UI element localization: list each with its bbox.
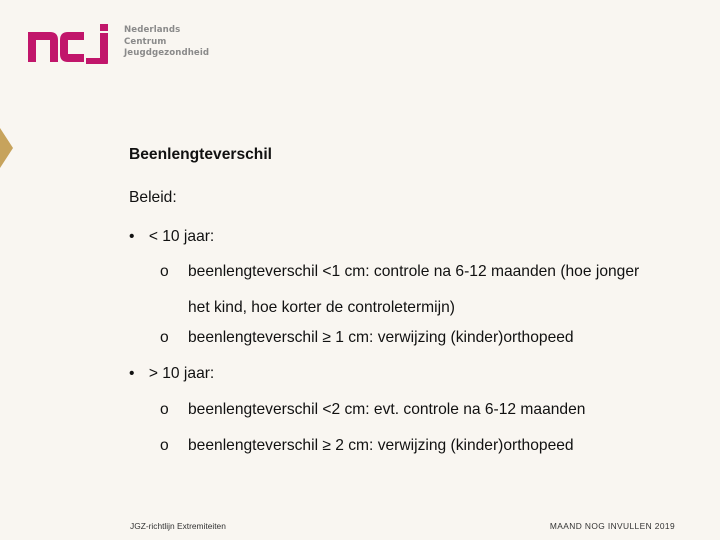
bullet-item-over-10 [129, 365, 214, 383]
footer-date: MAAND NOG INVULLEN 2019 [549, 521, 675, 531]
logo-line-2: Centrum [124, 36, 167, 47]
logo-line-1: Nederlands [124, 25, 181, 35]
bullet-label: > 10 jaar: [148, 365, 215, 382]
bullet-label: < 10 jaar: [148, 228, 215, 245]
sub-item-text: beenlengteverschil <2 cm: evt. controle na 6-12 maanden [188, 401, 586, 418]
ncj-logo-mark [26, 24, 116, 64]
sub-item [160, 392, 650, 428]
slide-title: Beenlengteverschil [129, 146, 273, 163]
sub-item [160, 428, 650, 464]
sub-item-text: beenlengteverschil <1 cm: controle na 6-12 maanden (hoe jonger het kind, hoe korter de controletermijn) [188, 263, 640, 316]
sub-item [160, 320, 650, 356]
logo-text [124, 25, 209, 60]
bullet-item-under-10 [129, 228, 214, 246]
sub-bullet-icon: o [160, 401, 169, 418]
side-arrow-decoration [0, 128, 13, 168]
ncj-logo [26, 24, 209, 64]
sub-bullet-icon: o [160, 329, 169, 346]
sub-bullet-icon: o [160, 263, 169, 280]
sub-item-text: beenlengteverschil ≥ 2 cm: verwijzing (kinder)orthopeed [188, 437, 574, 454]
sub-bullet-icon: o [160, 437, 169, 454]
footer-guideline: JGZ-richtlijn Extremiteiten [130, 521, 226, 531]
logo-line-3: Jeugdgezondheid [124, 48, 210, 58]
bullet-icon: • [129, 228, 135, 245]
bullet-icon: • [129, 365, 135, 382]
policy-label: Beleid: [129, 189, 177, 206]
sub-item [160, 254, 650, 326]
sub-item-text: beenlengteverschil ≥ 1 cm: verwijzing (kinder)orthopeed [188, 329, 574, 346]
